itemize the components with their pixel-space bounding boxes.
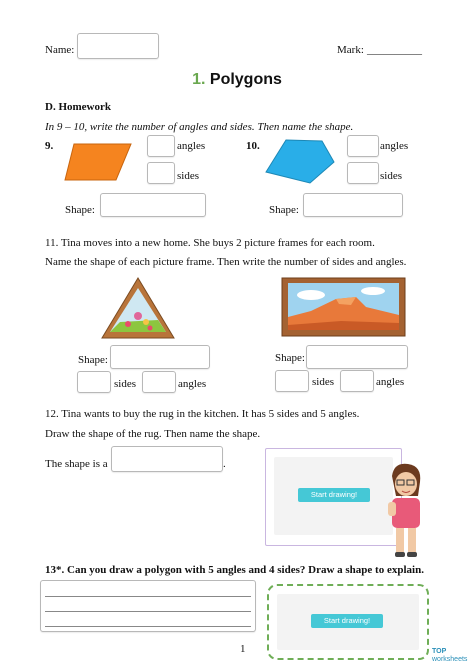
logo-bottom: worksheets bbox=[432, 656, 468, 663]
q12-answer-prefix: The shape is a bbox=[45, 458, 108, 470]
q10-sides-input[interactable] bbox=[347, 162, 379, 184]
q12-answer-suffix: . bbox=[223, 458, 226, 470]
q9-shape-label: Shape: bbox=[65, 204, 95, 216]
topworksheets-logo bbox=[432, 648, 470, 664]
q9-angles-label: angles bbox=[177, 140, 206, 152]
q9-number: 9. bbox=[45, 140, 54, 152]
q10-angles-input[interactable] bbox=[347, 135, 379, 157]
q11-right-shape-label: Shape: bbox=[275, 352, 305, 364]
q9-trapezoid-shape bbox=[64, 143, 132, 181]
q9-sides-input[interactable] bbox=[147, 162, 175, 184]
q11-left-shape-label: Shape: bbox=[78, 354, 108, 366]
title-number: 1. bbox=[192, 71, 206, 88]
q12-text-line2: Draw the shape of the rug. Then name the shape. bbox=[45, 428, 261, 440]
name-label: Name: bbox=[45, 44, 75, 56]
mark-label: Mark: bbox=[337, 44, 364, 56]
q10-pentagon-shape bbox=[264, 138, 336, 185]
q11-text-line1: 11. Tina moves into a new home. She buys 2 picture frames for each room. bbox=[45, 237, 375, 249]
q10-shape-label: Shape: bbox=[269, 204, 299, 216]
page-number: 1 bbox=[240, 643, 246, 655]
section-instructions: In 9 – 10, write the number of angles and sides. Then name the shape. bbox=[45, 121, 354, 133]
q11-text-line2: Name the shape of each picture frame. Then write the number of sides and angles. bbox=[45, 256, 407, 268]
q11-right-sides-label: sides bbox=[312, 376, 334, 388]
q10-angles-label: angles bbox=[380, 140, 409, 152]
q11-right-angles-input[interactable] bbox=[340, 370, 374, 392]
q13-answer-rule-1 bbox=[45, 596, 251, 597]
girl-illustration bbox=[384, 462, 428, 562]
q11-right-angles-label: angles bbox=[376, 376, 405, 388]
q11-left-angles-input[interactable] bbox=[142, 371, 176, 393]
q10-number: 10. bbox=[246, 140, 260, 152]
q9-shape-input[interactable] bbox=[100, 193, 206, 217]
name-input[interactable] bbox=[77, 33, 159, 59]
q11-left-shape-input[interactable] bbox=[110, 345, 210, 369]
q13-answer-rule-2 bbox=[45, 611, 251, 612]
mark-blank: __________ bbox=[367, 44, 422, 56]
q12-text-line1: 12. Tina wants to buy the rug in the kitchen. It has 5 sides and 5 angles. bbox=[45, 408, 360, 420]
q13-start-drawing-button[interactable]: Start drawing! bbox=[311, 614, 383, 628]
q9-sides-label: sides bbox=[177, 170, 199, 182]
triangle-picture-frame-image bbox=[100, 276, 176, 340]
section-heading: D. Homework bbox=[45, 101, 111, 113]
q11-right-shape-input[interactable] bbox=[306, 345, 408, 369]
q13-answer-textarea[interactable] bbox=[40, 580, 256, 632]
q11-right-sides-input[interactable] bbox=[275, 370, 309, 392]
q11-left-sides-label: sides bbox=[114, 378, 136, 390]
q11-left-sides-input[interactable] bbox=[77, 371, 111, 393]
q13-answer-rule-3 bbox=[45, 626, 251, 627]
rectangle-picture-frame-image bbox=[281, 277, 406, 337]
q11-left-angles-label: angles bbox=[178, 378, 207, 390]
q12-start-drawing-button[interactable]: Start drawing! bbox=[298, 488, 370, 502]
q12-answer-input[interactable] bbox=[111, 446, 223, 472]
q10-shape-input[interactable] bbox=[303, 193, 403, 217]
q13-text: 13*. Can you draw a polygon with 5 angles and 4 sides? Draw a shape to explain. bbox=[45, 564, 424, 576]
q10-sides-label: sides bbox=[380, 170, 402, 182]
title-text: Polygons bbox=[209, 71, 282, 88]
logo-top: TOP bbox=[432, 648, 447, 655]
page-title bbox=[0, 71, 474, 89]
q9-angles-input[interactable] bbox=[147, 135, 175, 157]
